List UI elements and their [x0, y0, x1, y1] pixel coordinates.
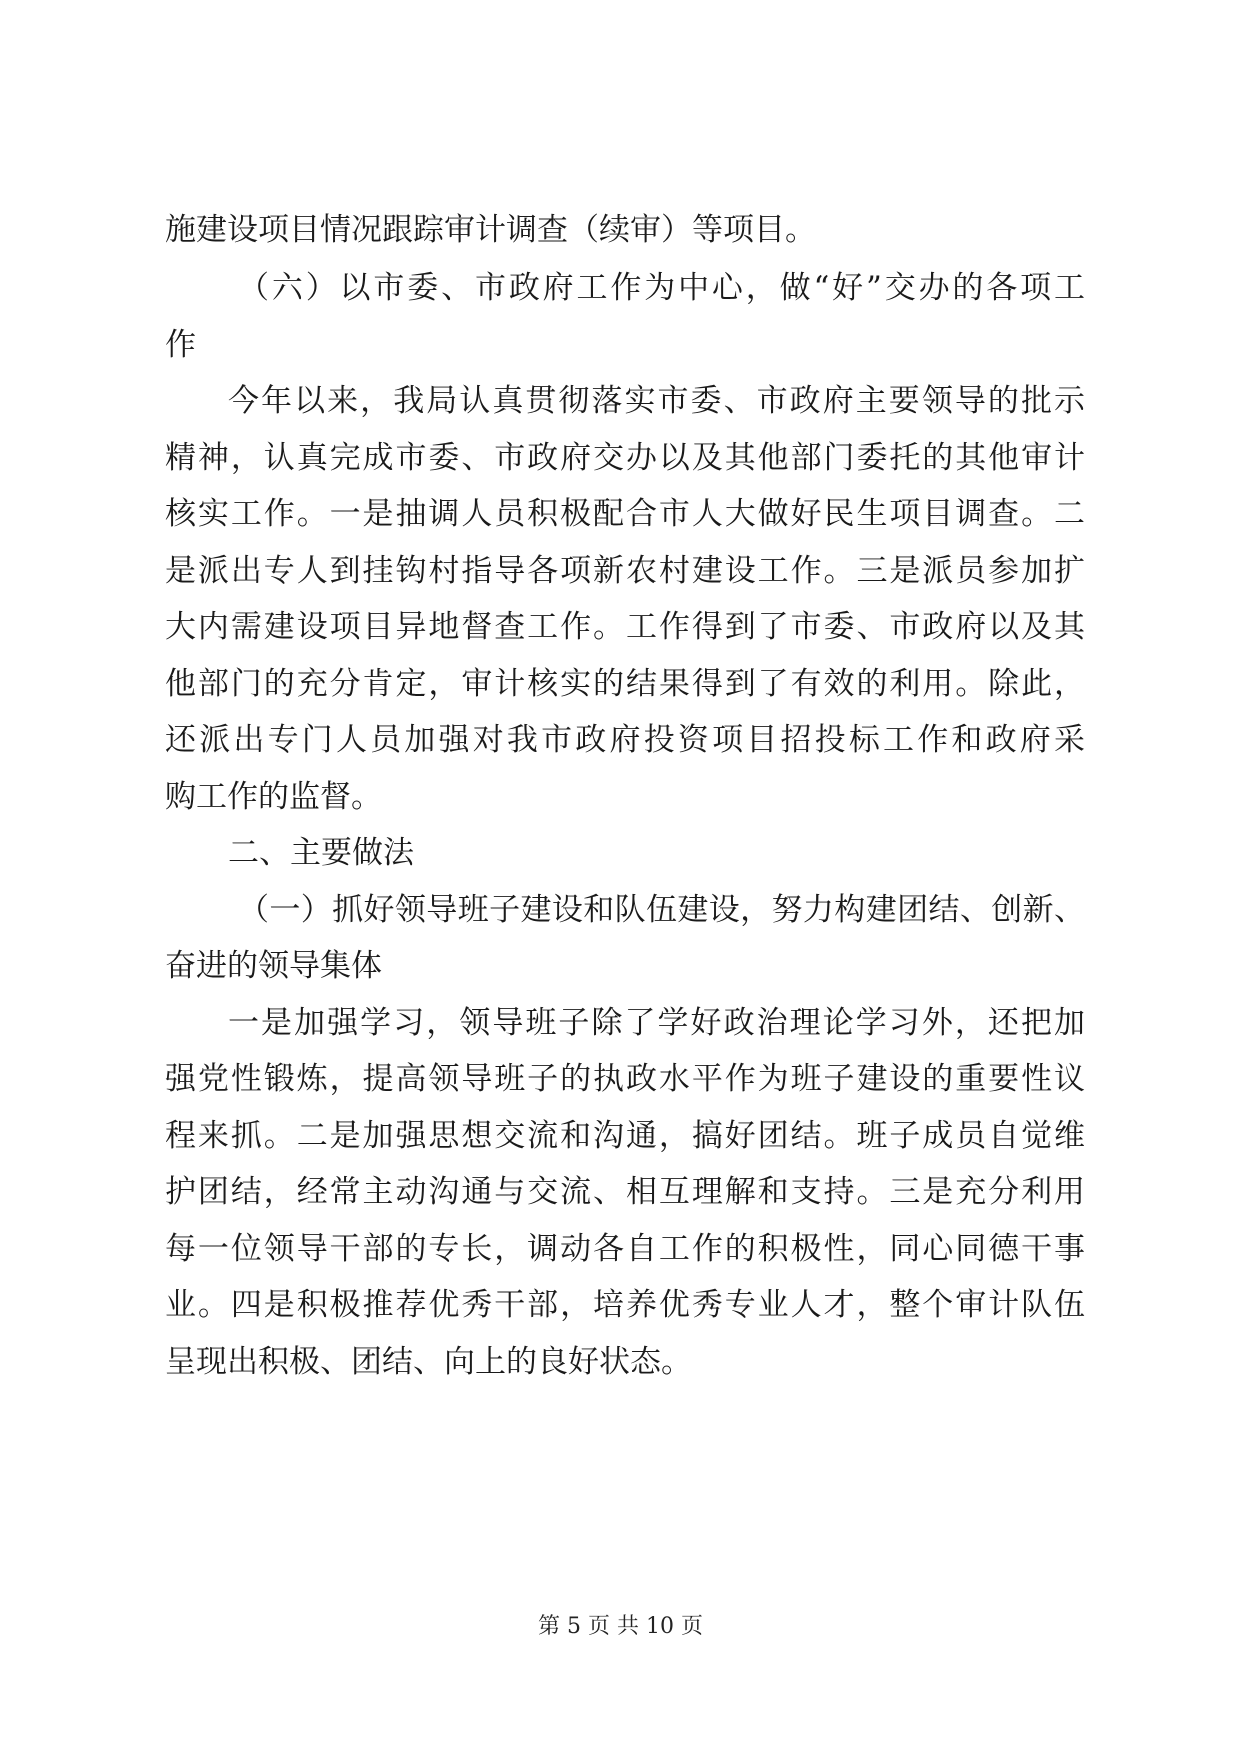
body-line: 护团结，经常主动沟通与交流、相互理解和支持。三是充分利用: [165, 1174, 1085, 1210]
body-line: 每一位领导干部的专长，调动各自工作的积极性，同心同德干事: [165, 1231, 1085, 1267]
section-heading-continuation: 作: [165, 327, 196, 363]
body-line: 还派出专门人员加强对我市政府投资项目招投标工作和政府采: [165, 722, 1085, 758]
subsection-heading-continuation: 奋进的领导集体: [165, 948, 382, 984]
page-number-footer: 第 5 页 共 10 页: [538, 1614, 703, 1639]
body-line: 大内需建设项目异地督查工作。工作得到了市委、市政府以及其: [165, 609, 1085, 645]
body-line: 呈现出积极、团结、向上的良好状态。: [165, 1344, 692, 1380]
body-line: 施建设项目情况跟踪审计调查（续审）等项目。: [165, 212, 816, 248]
body-line: 核实工作。一是抽调人员积极配合市人大做好民生项目调查。二: [165, 496, 1085, 532]
body-line: 精神，认真完成市委、市政府交办以及其他部门委托的其他审计: [165, 440, 1085, 476]
body-line: 一是加强学习，领导班子除了学好政治理论学习外，还把加: [228, 1005, 1085, 1041]
section-heading: （六）以市委、市政府工作为中心，做“好”交办的各项工: [238, 270, 1085, 306]
body-line: 强党性锻炼，提高领导班子的执政水平作为班子建设的重要性议: [165, 1061, 1085, 1097]
body-line: 购工作的监督。: [165, 779, 382, 815]
body-line: 程来抓。二是加强思想交流和沟通，搞好团结。班子成员自觉维: [165, 1118, 1085, 1154]
section-heading: 二、主要做法: [228, 835, 414, 871]
body-line: 业。四是积极推荐优秀干部，培养优秀专业人才，整个审计队伍: [165, 1287, 1085, 1323]
body-line: 他部门的充分肯定，审计核实的结果得到了有效的利用。除此，: [165, 666, 1085, 702]
body-line: 是派出专人到挂钩村指导各项新农村建设工作。三是派员参加扩: [165, 553, 1085, 589]
body-line: 今年以来，我局认真贯彻落实市委、市政府主要领导的批示: [228, 383, 1085, 419]
subsection-heading: （一）抓好领导班子建设和队伍建设，努力构建团结、创新、: [238, 892, 1085, 928]
